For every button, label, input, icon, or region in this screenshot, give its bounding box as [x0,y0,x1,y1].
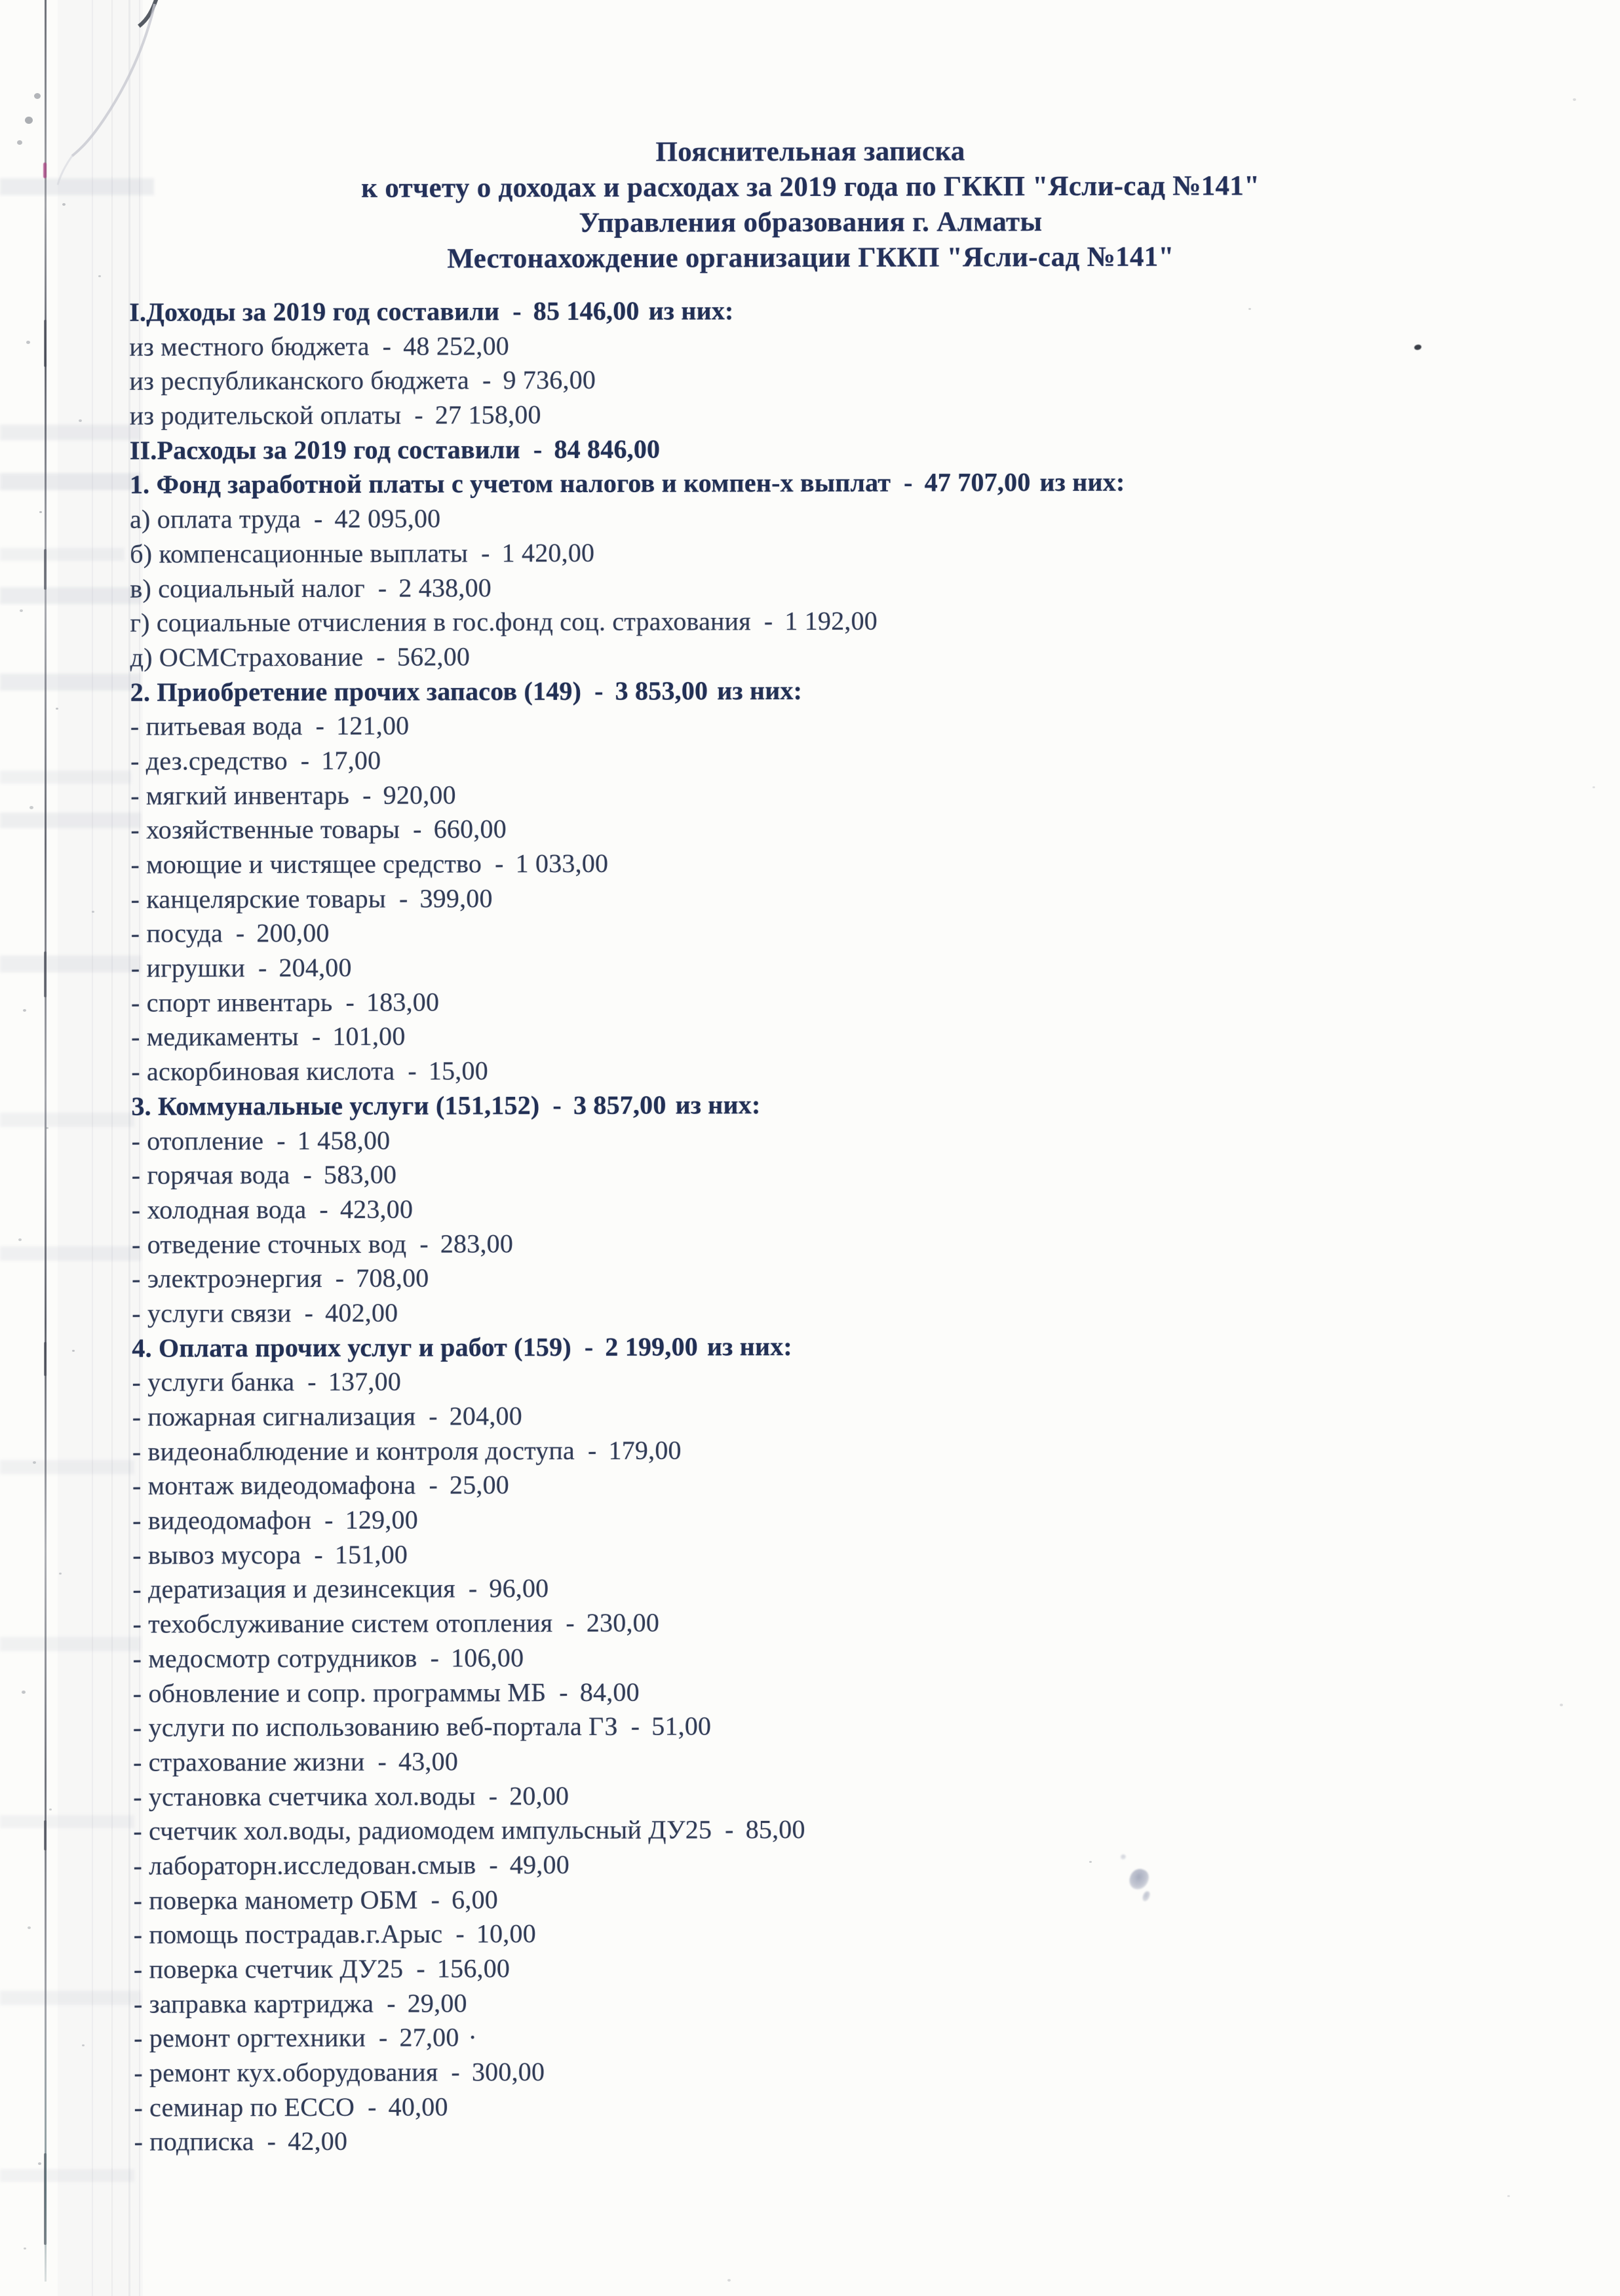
line-label: 4. Оплата прочих услуг и работ (159) [132,1331,571,1363]
report-line [134,2087,1575,2125]
report-line [131,982,1573,1020]
line-label: - поверка счетчик ДУ25 [133,1953,404,1984]
line-value: 10,00 [476,1919,536,1949]
line-dash: - [468,1573,478,1603]
line-label: - спорт инвентарь [130,987,333,1018]
line-label: г) социальные отчисления в гос.фонд соц. страхования [130,606,751,638]
line-value: 51,00 [651,1711,712,1741]
doc-title-line-1: Пояснительная записка [655,136,965,168]
report-line [132,1258,1573,1296]
line-value: 84,00 [579,1677,640,1707]
line-dash: - [416,1953,425,1983]
line-dash: - [258,953,267,983]
line-dash: - [584,1331,594,1362]
line-label: - отопление [131,1125,264,1156]
line-label: - заправка картриджа [133,1988,374,2019]
line-dash: - [235,918,245,948]
line-value: 920,00 [383,780,456,810]
line-value: 121,00 [336,710,410,741]
line-label: 2. Приобретение прочих запасов (149) [130,676,582,707]
line-value: 27 158,00 [434,400,541,430]
report-line [134,1880,1575,1918]
line-label: - питьевая вода [130,711,303,741]
line-value: 42,00 [288,2126,348,2156]
line-suffix: из них: [648,296,734,326]
line-value: 40,00 [388,2092,448,2122]
line-suffix: из них: [675,1090,761,1120]
line-dash: - [481,538,490,568]
line-label: - электроэнергия [132,1263,322,1293]
line-dash: - [267,2126,277,2156]
line-label: - установка счетчика хол.воды [133,1780,476,1812]
report-line [133,1776,1575,1814]
line-label: из местного бюджета [129,331,370,362]
report-line [130,637,1572,675]
report-line [132,1431,1574,1469]
document-header [99,132,1523,278]
line-label: - канцелярские товары [130,883,386,914]
line-dash: - [552,1090,562,1120]
report-line [134,1983,1575,2021]
line-value: 156,00 [436,1953,511,1983]
line-value: 1 420,00 [501,537,595,568]
line-dash: - [362,780,372,810]
line-dash: - [277,1125,286,1155]
line-value: 20,00 [509,1780,569,1810]
scan-fold-line [45,0,47,2282]
report-line [130,844,1572,882]
report-line [131,913,1573,951]
line-value: 101,00 [332,1022,406,1052]
line-dash: - [307,1367,317,1397]
report-line [134,1949,1575,1987]
report-line [130,499,1572,537]
line-label: из республиканского бюджета [129,365,469,396]
report-line [133,1638,1575,1676]
line-value: 660,00 [433,814,507,844]
line-dash: - [413,814,422,844]
report-line [134,2052,1575,2090]
report-line [133,1672,1575,1710]
report-line [130,533,1572,571]
report-line [130,567,1572,605]
line-dash: - [387,1988,396,2018]
line-label: - медикаменты [131,1022,299,1052]
line-value: 1 033,00 [515,848,609,879]
line-dash: - [630,1711,640,1741]
report-line [132,1500,1574,1538]
report-line [129,326,1571,364]
line-value: 47 707,00 [924,467,1031,497]
line-value: 17,00 [321,745,381,775]
line-dash: - [300,745,310,775]
line-value: 137,00 [328,1366,402,1397]
line-dash: - [408,1056,417,1086]
line-label: - поверка манометр ОБМ [133,1885,418,1915]
line-label: - видеонаблюдение и контроля доступа [132,1435,575,1466]
line-label: - услуги связи [132,1298,292,1328]
line-value: 230,00 [586,1607,660,1638]
line-dash: - [494,849,504,879]
line-dash: - [324,1504,334,1535]
report-line [131,1051,1573,1089]
line-value: 106,00 [451,1642,524,1673]
line-dash: - [559,1677,568,1707]
line-value: 708,00 [356,1263,429,1293]
line-dash: - [304,1297,314,1328]
line-label: из родительской оплаты [129,400,402,430]
line-dash: - [315,711,325,741]
line-value: 27,00 [399,2022,459,2053]
report-line [133,1810,1575,1848]
report-line [132,1396,1574,1434]
line-label: 3. Коммунальные услуги (151,152) [131,1090,540,1121]
report-line [132,1603,1574,1641]
line-label: - отведение сточных вод [131,1229,407,1259]
report-line [130,775,1572,813]
line-value: 179,00 [608,1435,682,1465]
line-value: 6,00 [452,1884,499,1915]
line-label: - мягкий инвентарь [130,780,350,811]
line-dash: - [512,296,522,326]
line-value: 84 846,00 [554,434,661,464]
report-line [132,1569,1574,1607]
line-label: - медосмотр сотрудников [132,1643,417,1674]
line-label: - услуги по использованию веб-портала ГЗ [132,1711,618,1742]
line-value: 85 146,00 [533,296,640,326]
line-label: - моющие и чистящее средство [130,849,482,879]
line-dash: - [488,1780,498,1810]
report-line [132,1362,1573,1400]
line-dash: - [382,331,392,361]
line-value: 423,00 [339,1194,414,1224]
line-value: 399,00 [419,883,493,913]
line-value: 151,00 [334,1539,408,1569]
line-value: 96,00 [489,1573,549,1603]
line-dash: - [376,641,385,672]
line-dash: - [345,987,355,1017]
line-dash: - [313,504,323,534]
line-value: 402,00 [325,1297,398,1328]
line-label: - страхование жизни [132,1746,365,1777]
line-dash: - [303,1160,313,1190]
line-value: 43,00 [398,1746,459,1776]
line-value: 1 192,00 [784,605,878,636]
line-label: - вывоз мусора [132,1539,301,1570]
line-dash: - [566,1608,575,1638]
report-line [134,2018,1575,2056]
line-dash: - [587,1435,597,1465]
line-value: 25,00 [449,1470,510,1500]
report-line [133,1845,1575,1883]
line-label: - пожарная сигнализация [132,1401,416,1432]
line-dash: - [414,400,423,430]
line-dash: - [378,2023,388,2053]
line-dash: - [725,1814,734,1845]
line-label: - ремонт оргтехники [134,2023,366,2054]
line-label: II.Расходы за 2019 год составили [129,434,520,465]
report-line [130,809,1572,847]
line-dash: - [398,883,408,913]
line-dash: - [594,676,604,706]
line-value: 300,00 [471,2057,545,2087]
line-label: - дез.средство [130,746,288,776]
line-label: - хозяйственные товары [130,814,400,845]
line-dash: - [377,1746,387,1776]
line-label: - техобслуживание систем отопления [132,1608,553,1639]
report-line [130,430,1572,468]
line-dash: - [419,1229,429,1259]
report-line [130,464,1572,502]
scan-magenta-mark [43,163,47,178]
report-line [131,947,1573,985]
line-dash: - [429,1401,438,1431]
line-suffix: · [468,2022,478,2052]
line-dash: - [377,573,387,603]
line-label: - видеодомафон [132,1505,312,1535]
line-value: 9 736,00 [503,365,596,395]
line-value: 3 857,00 [573,1090,666,1120]
line-label: а) оплата труда [130,504,301,534]
line-value: 29,00 [407,1988,467,2018]
line-value: 2 199,00 [605,1331,699,1362]
line-dash: - [429,1470,438,1500]
report-line [131,1016,1573,1054]
report-line [129,292,1571,330]
report-line [131,1086,1573,1124]
report-line [133,1742,1575,1780]
line-value: 3 853,00 [615,675,708,706]
report-line [132,1293,1573,1331]
line-dash: - [763,606,773,636]
report-line [132,1535,1574,1573]
line-label: - обновление и сопр. программы МБ [132,1677,547,1708]
report-line [131,1120,1573,1158]
line-value: 42 095,00 [334,503,441,534]
line-suffix: из них: [706,1331,792,1362]
line-label: б) компенсационные выплаты [130,538,469,569]
line-label: - игрушки [130,953,245,983]
line-label: - аскорбиновая кислота [131,1056,395,1086]
doc-title-line-3: Управления образования г. Алматы [579,206,1043,239]
line-dash: - [311,1022,321,1052]
report-line [132,1189,1573,1227]
line-value: 562,00 [396,641,471,672]
report-line [132,1155,1573,1193]
line-label: - монтаж видеодомафона [132,1470,416,1501]
line-dash: - [430,1643,440,1673]
report-line [132,1224,1573,1262]
report-line [131,879,1573,917]
line-dash: - [368,2092,377,2122]
line-value: 2 438,00 [398,572,492,603]
line-dash: - [335,1263,345,1293]
line-value: 129,00 [345,1504,418,1535]
line-label: - услуги банка [132,1367,295,1398]
line-label: - семинар по ЕССО [134,2092,355,2122]
line-dash: - [904,468,913,498]
line-dash: - [482,365,492,395]
line-suffix: из них: [1039,467,1125,497]
line-label: - дератизация и дезинсекция [132,1573,455,1605]
report-line [130,740,1572,778]
line-label: д) ОСМСтрахование [130,641,364,672]
doc-title-line-4: Местонахождение организации ГККП "Ясли-сад №141" [447,241,1174,275]
doc-title-line-2: к отчету о доходах и расходах за 2019 года по ГККП "Ясли-сад №141" [361,170,1260,204]
line-dash: - [319,1194,328,1224]
line-label: в) социальный налог [130,573,365,603]
line-dash: - [455,1919,465,1949]
report-line [130,672,1572,710]
line-label: - горячая вода [131,1160,290,1190]
line-dash: - [451,2057,460,2087]
report-line [130,602,1572,640]
line-label: - помощь пострадав.г.Арыс [133,1919,443,1950]
line-value: 48 252,00 [403,330,510,361]
line-dash: - [533,434,543,464]
line-label: - посуда [130,918,223,949]
report-line [132,1465,1574,1503]
line-value: 204,00 [449,1401,522,1431]
report-line [134,2121,1575,2159]
report-line [133,1707,1575,1745]
line-label: - лабораторн.исследован.смыв [133,1850,476,1881]
report-line [132,1328,1573,1366]
line-value: 583,00 [323,1159,397,1190]
line-dash: - [431,1885,440,1915]
line-label: 1. Фонд заработной платы с учетом налогов и компен-х выплат [129,468,891,500]
report-line [130,395,1572,433]
line-value: 204,00 [279,952,352,983]
line-label: - счетчик хол.воды, радиомодем импульсный ДУ25 [133,1814,712,1846]
line-value: 85,00 [745,1814,805,1845]
report-line [129,360,1571,398]
line-label: - подписка [134,2126,254,2157]
line-suffix: из них: [717,675,803,705]
line-dash: - [314,1539,323,1569]
line-dash: - [489,1850,498,1880]
line-label: - ремонт кух.оборудования [134,2057,438,2088]
line-value: 200,00 [256,918,330,948]
line-value: 283,00 [440,1228,514,1259]
document-body [129,292,1575,2160]
report-line [130,706,1572,744]
line-label: I.Доходы за 2019 год составили [129,296,500,327]
report-line [134,1914,1575,1952]
line-value: 49,00 [509,1849,569,1880]
line-value: 15,00 [428,1056,488,1086]
line-label: - холодная вода [131,1194,307,1225]
line-value: 183,00 [366,987,440,1017]
line-value: 1 458,00 [297,1125,391,1155]
